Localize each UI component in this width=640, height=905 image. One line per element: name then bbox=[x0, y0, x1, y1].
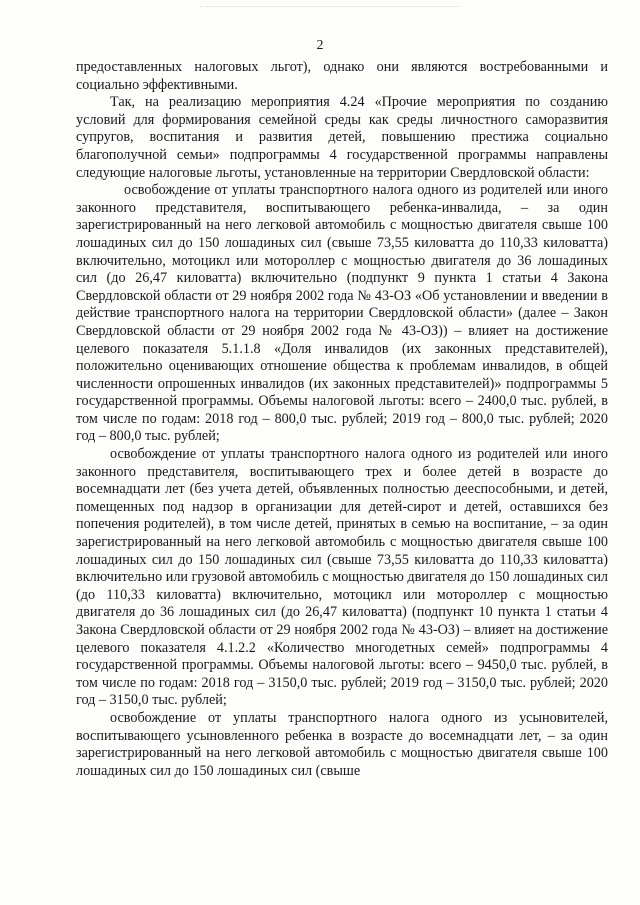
paragraph-continuation: предоставленных налоговых льгот), однако они являются востребованными и социально эффективными. bbox=[76, 59, 608, 93]
paragraph-adoptive-parent-benefit: освобождение от уплаты транспортного налога одного из усыновителей, воспитывающего усыновленного ребенка в возрасте до восемнадцати лет, – за один зарегистрированный на него легковой автомобиль с мощностью двигателя свыше 100 лошадиных сил до 150 лошадиных сил (свыше bbox=[76, 709, 608, 779]
paragraph-large-family-benefit: освобождение от уплаты транспортного налога одного из родителей или иного законного представителя, воспитывающего трех и более детей в возрасте до восемнадцати лет (без учета детей, объявленных полностью дееспособными, и детей, помещенных под надзор в организации для детей-сирот и детей, оставшихся без попечения родителей), в том числе детей, принятых в семью на воспитание, – за один зарегистрированный на него легковой автомобиль с мощностью двигателя свыше 100 лошадиных сил до 150 лошадиных сил (свыше 73,55 киловатта до 110,33 киловатта) включительно или грузовой автомобиль с мощностью двигателя до 150 лошадиных сил (до 110,33 киловатта) включительно, мотоцикл или мотороллер с мощностью двигателя до 36 лошадиных сил (до 26,47 киловатта) (подпункт 10 пункта 1 статьи 4 Закона Свердловской области от 29 ноября 2002 года № 43-ОЗ) – влияет на достижение целевого показателя 4.1.2.2 «Количество многодетных семей» подпрограммы 4 государственной программы. Объемы налоговой льготы: всего – 9450,0 тыс. рублей, в том числе по годам: 2018 год – 3150,0 тыс. рублей; 2019 год – 3150,0 тыс. рублей; 2020 год – 3150,0 тыс. рублей; bbox=[76, 446, 608, 709]
page-number: 2 bbox=[316, 38, 324, 53]
paragraph-measure-4-24: Так, на реализацию мероприятия 4.24 «Прочие мероприятия по созданию условий для формирования семейной среды как среды личностного саморазвития супругов, воспитания и развития детей, повышению престижа социально благополучной семьи» подпрограммы 4 государственной программы направлены следующие налоговые льготы, установленные на территории Свердловской области: bbox=[76, 94, 608, 181]
scan-artifact bbox=[200, 6, 460, 11]
document-body bbox=[76, 59, 608, 780]
paragraph-disabled-child-benefit: освобождение от уплаты транспортного налога одного из родителей или иного законного представителя, воспитывающего ребенка-инвалида, – за один зарегистрированный на него легковой автомобиль с мощностью двигателя свыше 100 лошадиных сил до 150 лошадиных сил (свыше 73,55 киловатта до 110,33 киловатта) включительно, мотоцикл или мотороллер с мощностью двигателя до 36 лошадиных сил (до 26,47 киловатта) включительно (подпункт 9 пункта 1 статьи 4 Закона Свердловской области от 29 ноября 2002 года № 43-ОЗ «Об установлении и введении в действие транспортного налога на территории Свердловской области» (далее – Закон Свердловской области от 29 ноября 2002 года № 43-ОЗ)) – влияет на достижение целевого показателя 5.1.1.8 «Доля инвалидов (их законных представителей), положительно оценивающих отношение общества к проблемам инвалидов, в общей численности опрошенных инвалидов (их законных представителей)» подпрограммы 5 государственной программы. Объемы налоговой льготы: всего – 2400,0 тыс. рублей, в том числе по годам: 2018 год – 800,0 тыс. рублей; 2019 год – 800,0 тыс. рублей; 2020 год – 800,0 тыс. рублей; bbox=[76, 182, 608, 445]
